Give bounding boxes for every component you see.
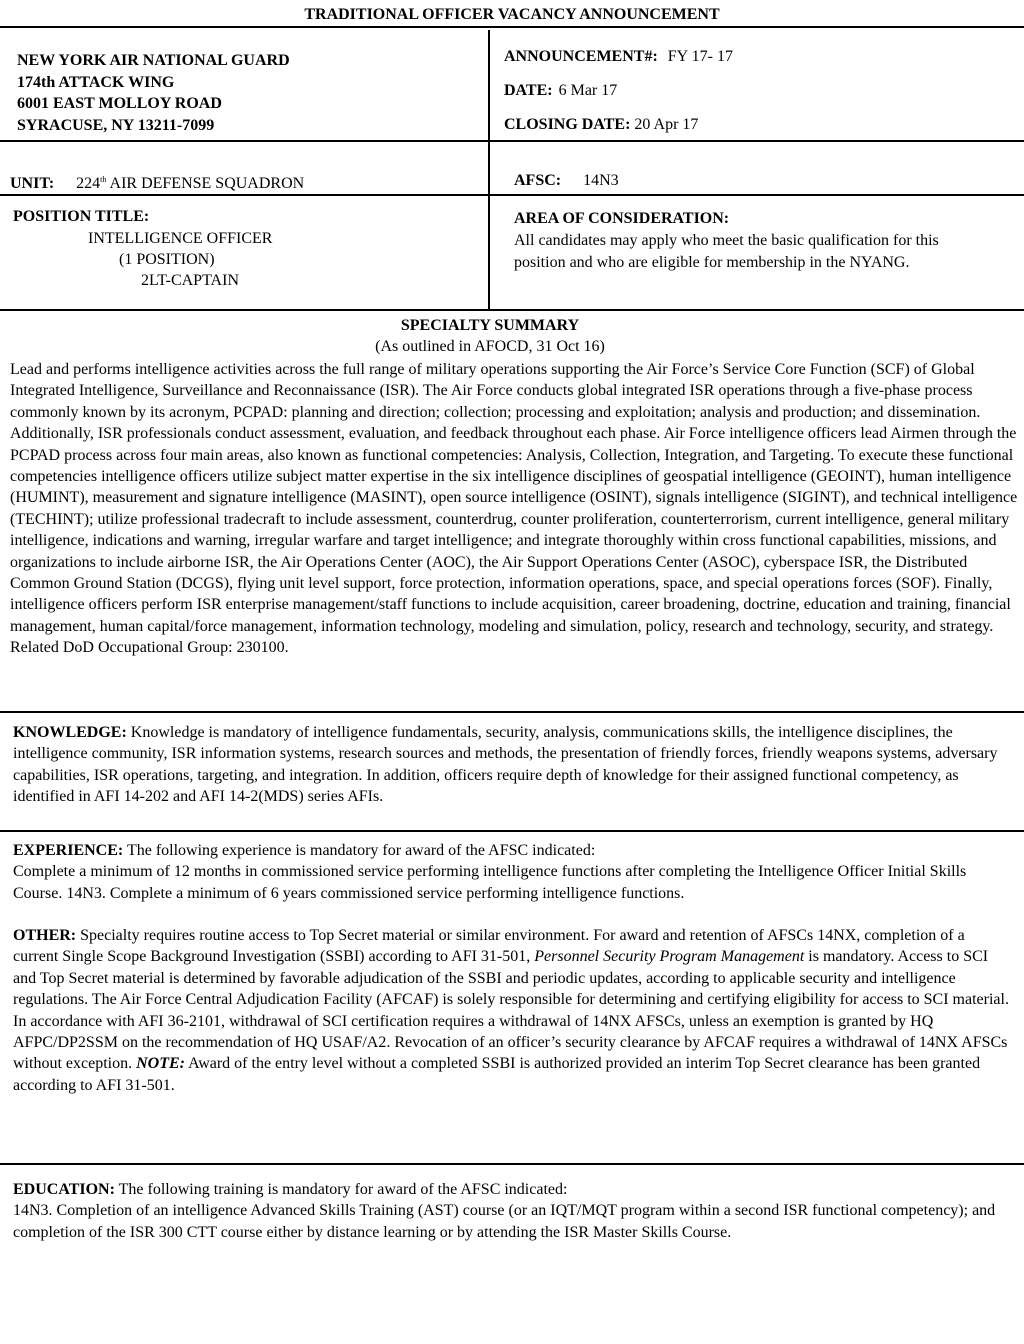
education-body: 14N3. Completion of an intelligence Advanced Skills Training (AST) course (or an IQT/MQT program within a second ISR functional competency); and completion of the ISR 300 CTT course either by distance learning or by attending the ISR Master Skills Course. <box>13 1202 996 1241</box>
org-line: SYRACUSE, NY 13211-7099 <box>17 116 215 134</box>
consideration-line: position and who are eligible for membership in the NYANG. <box>514 254 910 271</box>
education-intro: The following training is mandatory for award of the AFSC indicated: <box>114 1181 568 1198</box>
afsc <box>514 170 619 192</box>
announcement-number-label: ANNOUNCEMENT#: <box>504 48 658 65</box>
org-line: 174th ATTACK WING <box>17 73 175 91</box>
unit <box>10 169 304 195</box>
unit-number-suffix: th <box>100 175 107 184</box>
consideration-label: AREA OF CONSIDERATION: <box>514 210 730 227</box>
unit-label: UNIT: <box>10 175 55 192</box>
closing-date-value: 20 Apr 17 <box>634 116 699 133</box>
position-grade: 2LT-CAPTAIN <box>141 272 239 289</box>
other-part1: Specialty requires routine access to Top Secret material or similar environment. For award and retention of AFSCs 14NX, completion of a current Single Scope Background Investigation (SSBI) according to AFI 31-501, <box>13 927 965 966</box>
org-line: NEW YORK AIR NATIONAL GUARD <box>17 52 290 69</box>
rule-center-divider <box>488 30 490 310</box>
summary-heading: SPECIALTY SUMMARY <box>400 317 580 334</box>
unit-name: AIR DEFENSE SQUADRON <box>106 175 305 192</box>
rule-knowledge <box>0 711 1024 713</box>
experience-section <box>13 840 1019 904</box>
rule-top <box>0 26 1024 28</box>
rule-education <box>0 1163 1024 1165</box>
education-label: EDUCATION: <box>13 1181 115 1198</box>
consideration-line: All candidates may apply who meet the basic qualification for this <box>514 232 939 249</box>
org-line: 6001 EAST MOLLOY ROAD <box>17 95 222 112</box>
announcement-date <box>504 80 617 102</box>
position-title-label: POSITION TITLE: <box>13 208 150 225</box>
other-label: OTHER: <box>13 927 77 944</box>
experience-intro: The following experience is mandatory for award of the AFSC indicated: <box>123 842 596 859</box>
org-address <box>17 50 290 136</box>
other-note-label: NOTE: <box>136 1055 185 1073</box>
knowledge-body: Knowledge is mandatory of intelligence fundamentals, security, analysis, communications skills, the intelligence disciplines, the intelligence community, ISR information systems, research sources and methods, the presentation of friendly forces, friendly weapons systems, adversary capabilities, ISR operations, targeting, and integration. In addition, officers require depth of knowledge for their assigned functional competency, as identified in AFI 14-202 and AFI 14-2(MDS) series AFIs. <box>13 724 998 806</box>
experience-label: EXPERIENCE: <box>13 842 124 859</box>
announcement-number <box>504 46 733 68</box>
unit-number: 224 <box>76 175 101 192</box>
other-section <box>13 925 1013 1096</box>
position-count: (1 POSITION) <box>119 251 215 268</box>
closing-date <box>504 114 698 136</box>
summary-subheading: (As outlined in AFOCD, 31 Oct 16) <box>375 338 605 355</box>
other-part3: Award of the entry level without a completed SSBI is authorized provided an interim Top Secret clearance has been granted according to AFI 31-501. <box>13 1055 981 1094</box>
afsc-label: AFSC: <box>514 172 562 189</box>
rule-experience <box>0 830 1024 832</box>
other-part2: is mandatory. Access to SCI and Top Secret material is determined by favorable adjudication of the SSBI and periodic updates, according to applicable security and intelligence regulations. The Air Force Central Adjudication Facility (AFCAF) is solely responsible for determining and certifying eligibility for access to SCI material. In accordance with AFI 36-2101, withdrawal of SCI certification requires a withdrawal of 14NX AFSCs, unless an exemption is granted by HQ AFPC/DP2SSM on the recommendation of HQ USAF/A2. Revocation of an officer’s security clearance by AFCAF requires a withdrawal of 14NX AFSCs without exception. <box>13 948 1009 1073</box>
experience-body: Complete a minimum of 12 months in commissioned service performing intelligence functions after completing the Intelligence Officer Initial Skills Course. 14N3. Complete a minimum of 6 years commissioned service performing intelligence functions. <box>13 863 967 902</box>
knowledge-section <box>13 722 1019 808</box>
rule-row3 <box>0 309 1024 311</box>
announcement-number-value: FY 17- 17 <box>667 48 733 65</box>
summary-body: Lead and performs intelligence activities across the full range of military operations supporting the Air Force’s Service Core Function (SCF) of Global Integrated Intelligence, Surveillance and Reconnaissance (ISR). The Air Force conducts global integrated ISR operations through a five-phase process commonly known by its acronym, PCPAD: planning and direction; collection; processing and exploitation; analysis and production; and dissemination. Additionally, ISR professionals conduct assessment, evaluation, and feedback throughout each phase. Air Force intelligence officers lead Airmen through the PCPAD process across four main areas, also known as functional competencies: Analysis, Collection, Integration, and Targeting. To execute these functional competencies intelligence officers utilize subject matter expertise in the six intelligence disciplines of geospatial intelligence (GEOINT), human intelligence (HUMINT), measurement and signature intelligence (MASINT), open source intelligence (OSINT), signals intelligence (SIGINT), and technical intelligence (TECHINT); utilize professional tradecraft to include assessment, counterdrug, counter proliferation, counterterrorism, current intelligence, general military intelligence, indications and warning, irregular warfare and target intelligence; and integrate thoroughly within cross functional capabilities, missions, and organizations to include airborne ISR, the Air Operations Center (AOC), the Air Support Operations Center (ASOC), cyberspace ISR, the Distributed Common Ground Station (DCGS), flying unit level support, force protection, information operations, space, and special operations forces (SOF). Finally, intelligence officers perform ISR enterprise management/staff functions to include acquisition, career broadening, doctrine, education and training, financial management, human capital/force management, information technology, modeling and simulation, policy, research and technology, security, and strategy. Related DoD Occupational Group: 230100. <box>10 361 1018 657</box>
page-title: TRADITIONAL OFFICER VACANCY ANNOUNCEMENT <box>304 6 720 23</box>
knowledge-label: KNOWLEDGE: <box>13 724 127 741</box>
closing-date-label: CLOSING DATE: <box>504 116 631 133</box>
announcement-date-value: 6 Mar 17 <box>558 82 618 99</box>
education-section <box>13 1179 1013 1243</box>
position-title: INTELLIGENCE OFFICER <box>88 230 273 247</box>
afsc-value: 14N3 <box>583 172 619 189</box>
other-italic-title: Personnel Security Program Management <box>534 948 805 966</box>
announcement-date-label: DATE: <box>504 82 553 99</box>
rule-row1 <box>0 140 1024 142</box>
